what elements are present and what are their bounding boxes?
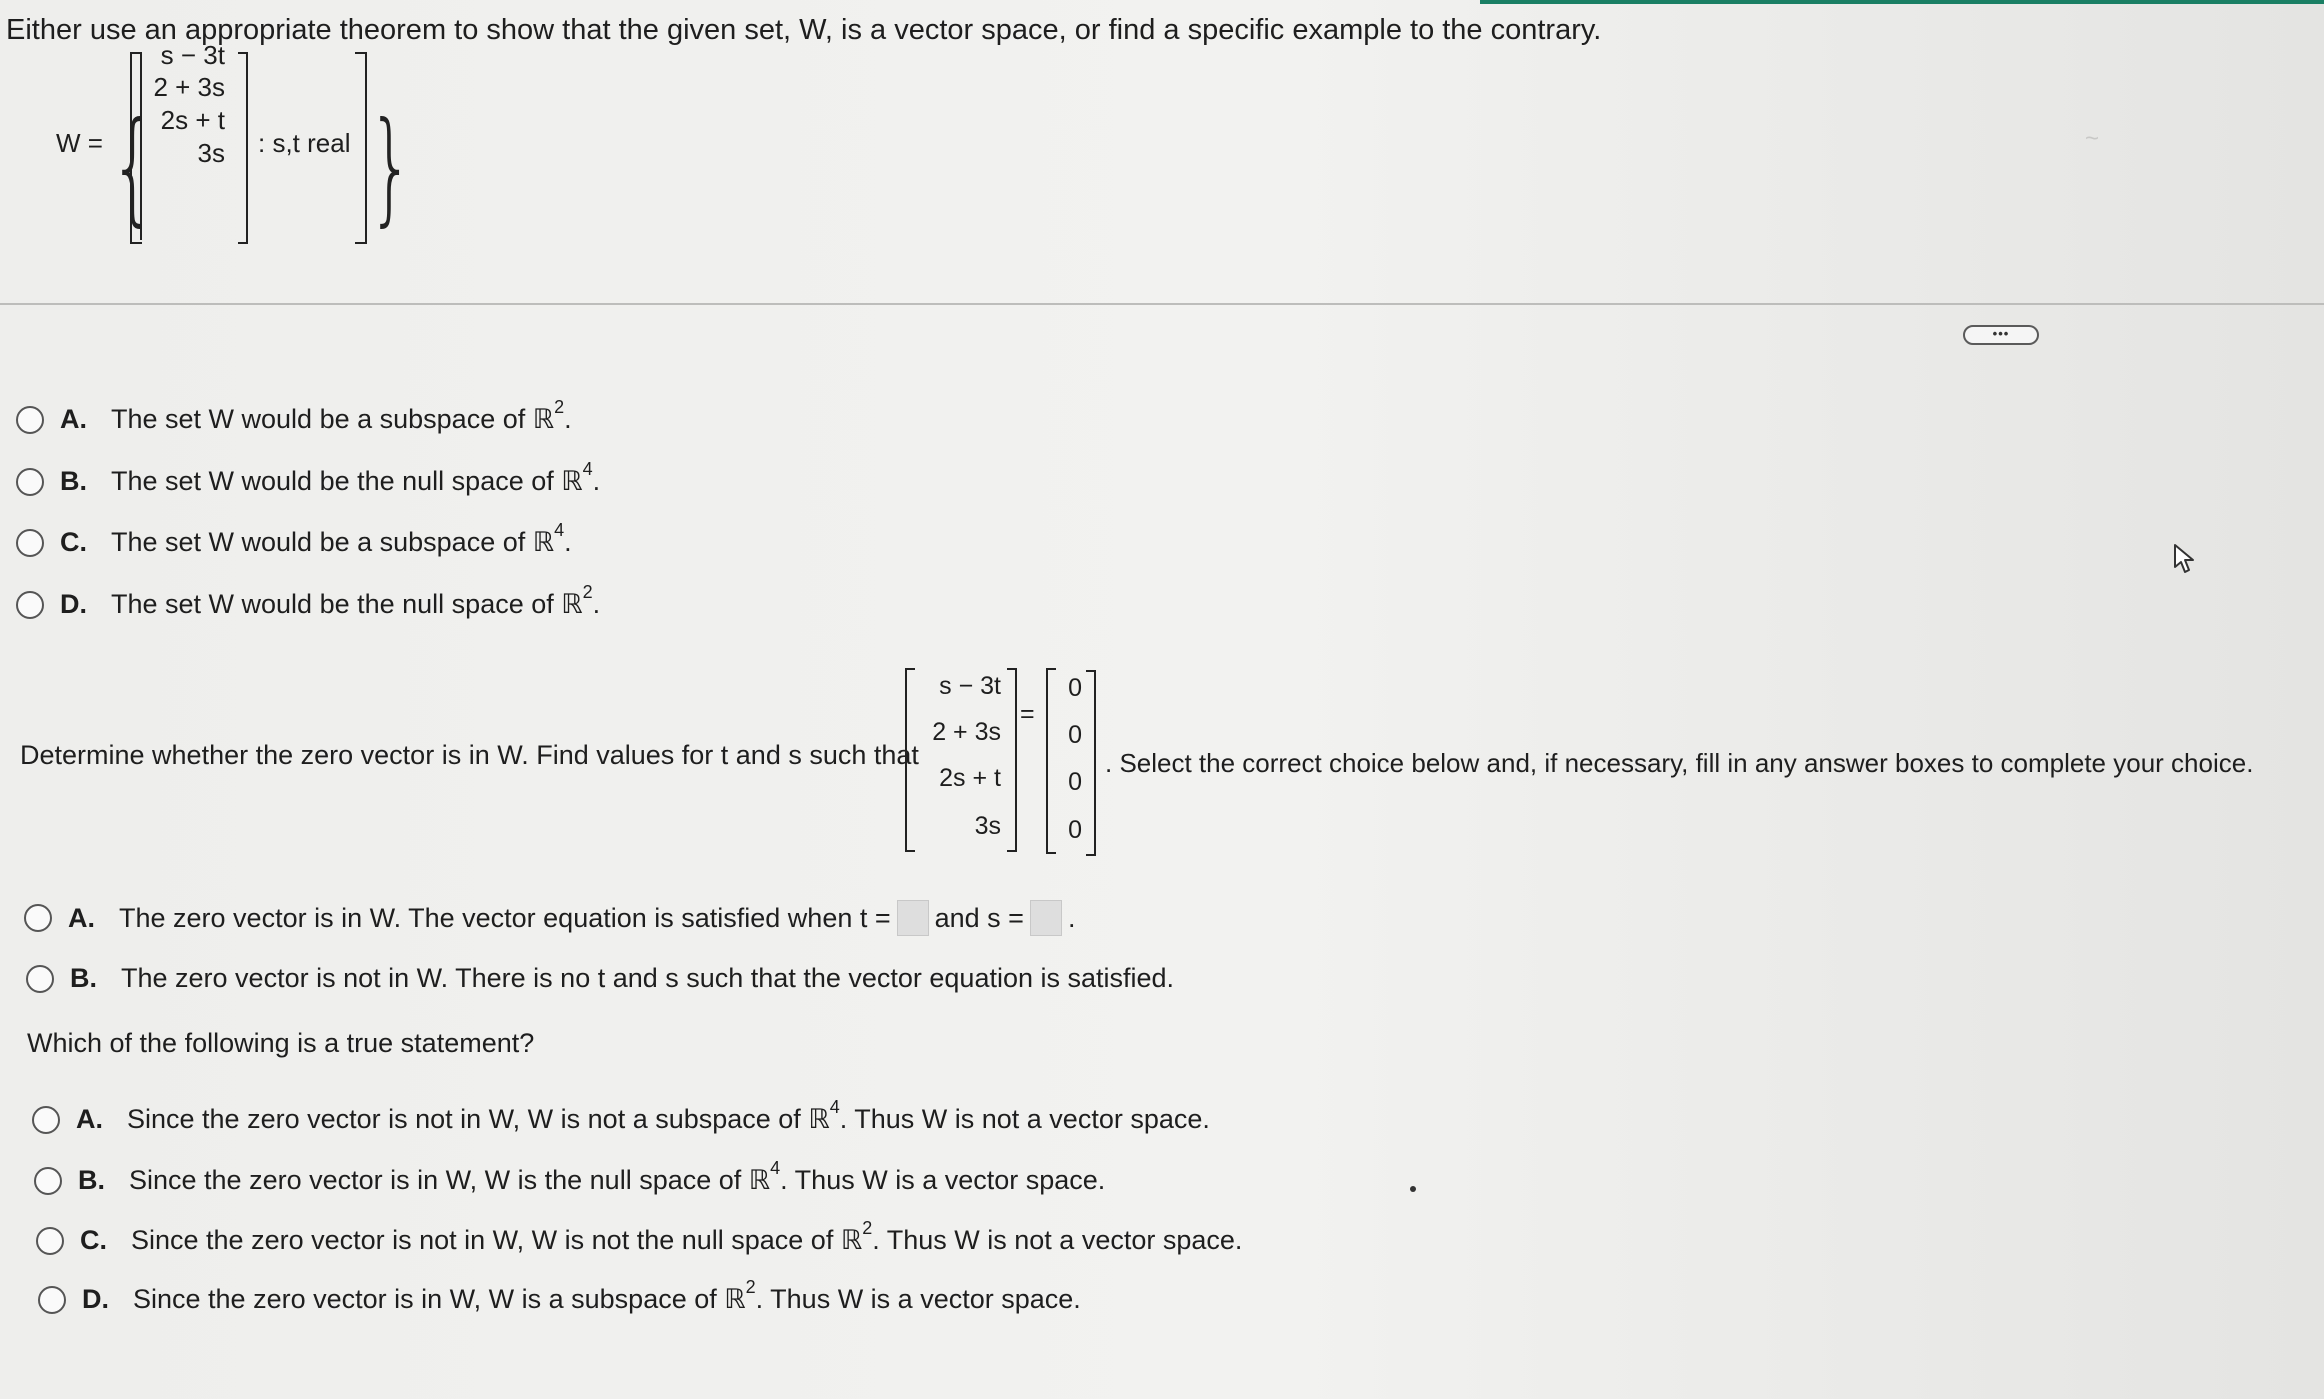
true-statement-question: Which of the following is a true statement? (27, 1028, 535, 1058)
radio-button[interactable] (32, 1106, 60, 1134)
set-entry-2: 2 + 3s (153, 72, 225, 102)
inner-right-bracket (238, 52, 248, 244)
set-entry-3: 2s + t (160, 105, 225, 135)
set-definition (50, 40, 414, 250)
more-options-button[interactable]: ••• (1963, 325, 2039, 345)
radio-button[interactable] (16, 591, 44, 619)
radio-button[interactable] (34, 1167, 62, 1195)
part3-choice-c[interactable]: C. Since the zero vector is not in W, W is not the null space of ℝ 2 . Thus W is not a vector space. (36, 1225, 1242, 1256)
eq-left-entry-3: 2s + t (939, 764, 1001, 792)
eq-left-entry-1: s − 3t (939, 672, 1001, 700)
part1-choice-b[interactable]: B. The set W would be the null space of ℝ 4 . (16, 466, 600, 497)
zero-entry-2: 0 (1068, 721, 1082, 749)
right-brace: } (368, 95, 414, 238)
part3-choice-b[interactable]: B. Since the zero vector is in W, W is the null space of ℝ 4 . Thus W is a vector space. (34, 1165, 1105, 1196)
top-accent-bar (1480, 0, 2324, 4)
zero-entry-4: 0 (1068, 816, 1082, 844)
stray-dot (1410, 1186, 1416, 1192)
mouse-cursor-icon (2172, 543, 2198, 575)
right-matrix-close-bracket (1086, 670, 1096, 856)
eq-left-entry-4: 3s (974, 812, 1001, 840)
radio-button[interactable] (16, 529, 44, 557)
zero-entry-1: 0 (1068, 674, 1082, 702)
part1-choice-c[interactable]: C. The set W would be a subspace of ℝ 4 . (16, 527, 572, 558)
t-answer-box[interactable] (897, 900, 929, 936)
section-divider (0, 303, 2324, 305)
set-entry-1: s − 3t (160, 40, 225, 70)
s-answer-box[interactable] (1030, 900, 1062, 936)
set-entry-4: 3s (197, 138, 225, 168)
radio-button[interactable] (36, 1227, 64, 1255)
radio-button[interactable] (24, 904, 52, 932)
radio-button[interactable] (16, 468, 44, 496)
radio-button[interactable] (38, 1286, 66, 1314)
radio-button[interactable] (16, 406, 44, 434)
part2-choice-b[interactable]: B. The zero vector is not in W. There is no t and s such that the vector equation is satisfied. (26, 963, 1174, 994)
problem-prompt: Either use an appropriate theorem to show that the given set, W, is a vector space, or find a specific example to the contrary. (6, 14, 1602, 46)
part3-choice-d[interactable]: D. Since the zero vector is in W, W is a subspace of ℝ 2 . Thus W is a vector space. (38, 1284, 1081, 1315)
part2-choice-a[interactable]: A. The zero vector is in W. The vector equation is satisfied when t = and s = . (24, 900, 1075, 936)
zero-vector-question: Determine whether the zero vector is in W. Find values for t and s such that (20, 740, 919, 770)
equals-sign: = (1020, 700, 1035, 728)
eq-left-entry-2: 2 + 3s (932, 718, 1001, 746)
radio-button[interactable] (26, 965, 54, 993)
part1-choice-d[interactable]: D. The set W would be the null space of ℝ 2 . (16, 589, 600, 620)
part1-choice-a[interactable]: A. The set W would be a subspace of ℝ 2 . (16, 404, 572, 435)
outer-right-bracket (355, 52, 367, 244)
zero-entry-3: 0 (1068, 768, 1082, 796)
left-matrix-close-bracket (1007, 668, 1017, 852)
set-condition: : s,t real (258, 128, 351, 158)
select-instruction: . Select the correct choice below and, if necessary, fill in any answer boxes to complete your choice. (1105, 748, 2254, 778)
part3-choice-a[interactable]: A. Since the zero vector is not in W, W is not a subspace of ℝ 4 . Thus W is not a vector space. (32, 1104, 1210, 1135)
vector-equation-right (1046, 668, 1106, 854)
right-matrix-open-bracket (1046, 668, 1056, 854)
set-label: W = (56, 128, 103, 158)
faint-mark: ~ (2085, 125, 2100, 152)
left-brace: { (110, 95, 156, 238)
left-matrix-open-bracket (905, 668, 915, 852)
